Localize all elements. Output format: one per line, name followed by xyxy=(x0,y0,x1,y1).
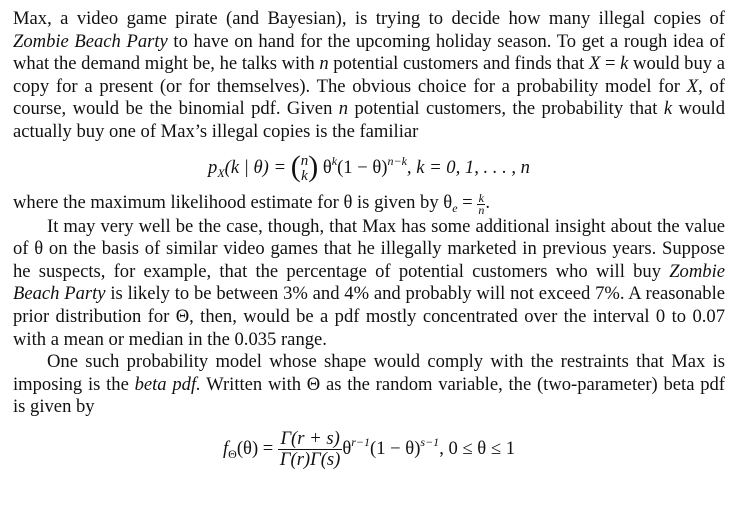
eq-lhs-args: (k | θ) = xyxy=(224,156,291,178)
variable-x: X xyxy=(588,53,601,75)
exponent-r-minus-1: r−1 xyxy=(351,434,371,449)
variable-x: X xyxy=(686,75,699,97)
paragraph-mle xyxy=(13,192,725,216)
paragraph-beta xyxy=(13,351,725,419)
game-title: Zombie Beach Party xyxy=(13,30,168,52)
one-minus-theta: (1 − θ) xyxy=(337,156,388,178)
subscript-e: e xyxy=(452,200,458,215)
binomial-coefficient: ( n k ) xyxy=(290,150,319,185)
text-segment: is likely to be between 3% and 4% and probably will not exceed 7%. A reasonable prior distribution for Θ, then, would be a pdf mostly concentrated over the interval 0 to 0.07 with a mean or median in the 0.035 range. xyxy=(13,283,725,350)
text-segment: to have on hand for the upcoming holiday season. To get a rough idea of what the demand might be, he talks with xyxy=(13,30,725,75)
text-segment: potential customers, the probability that xyxy=(348,98,664,120)
variable-n: n xyxy=(338,98,349,120)
text-segment: potential customers and finds that xyxy=(328,53,589,75)
binom-bottom: k xyxy=(301,168,308,185)
variable-n: n xyxy=(319,53,329,75)
exponent-k: k xyxy=(331,153,338,168)
text-segment: It may very well be the case, though, that Max has some additional insight about the value of θ on the basis of similar video games that he illegally marketed in previous years. Suppose he suspects, for example, that the percentage of potential customers who will buy xyxy=(13,215,725,282)
paragraph-prior xyxy=(13,216,725,352)
text-segment: . xyxy=(485,191,490,213)
text-segment: would actually buy one of Max’s illegal copies is the familiar xyxy=(13,98,725,142)
variable-k: k xyxy=(663,98,673,120)
text-segment: One such probability model whose shape would comply with the restraints that Max is imposing is the xyxy=(13,351,725,395)
exponent-n-minus-k: n−k xyxy=(387,153,407,168)
eq-range: , 0 ≤ θ ≤ 1 xyxy=(439,437,515,459)
text-segment: where the maximum likelihood estimate for θ is given by θ xyxy=(13,191,453,213)
frac-numerator: Γ(r + s) xyxy=(278,429,342,450)
equation-beta-pdf xyxy=(13,419,725,479)
equation-binomial-pdf xyxy=(13,144,725,192)
frac-denominator: n xyxy=(478,202,485,217)
text-segment: would buy a copy for a present (or for themselves). The obvious choice for a probability model for xyxy=(13,53,725,97)
eq-lhs-subscript: Θ xyxy=(228,446,237,461)
text-segment: , of course, would be the binomial pdf. Given xyxy=(13,75,725,120)
game-title: Zombie Beach Party xyxy=(13,260,725,305)
eq-lhs-subscript: X xyxy=(217,165,225,180)
text-segment: Written with Θ as the random variable, the (two-parameter) beta pdf is given by xyxy=(13,373,725,418)
text-segment: = xyxy=(457,191,478,213)
beta-pdf-term: beta pdf. xyxy=(134,373,201,395)
text-segment: = xyxy=(600,53,621,75)
gamma-fraction xyxy=(278,429,342,470)
variable-k: k xyxy=(620,53,629,75)
theta-symbol: θ xyxy=(322,156,332,178)
document-page xyxy=(13,8,725,479)
eq-range: , k = 0, 1, . . . , n xyxy=(406,156,530,178)
frac-denominator: Γ(r)Γ(s) xyxy=(279,449,341,471)
text-segment: Max, a video game pirate (and Bayesian), is trying to decide how many illegal copies of xyxy=(13,8,725,29)
eq-lhs: f xyxy=(223,437,229,459)
binom-top: n xyxy=(300,153,309,170)
theta-symbol: θ xyxy=(342,437,352,459)
frac-numerator: k xyxy=(478,190,484,205)
eq-lhs: p xyxy=(208,156,218,178)
paragraph-intro xyxy=(13,8,725,144)
eq-lhs-args: (θ) = xyxy=(236,437,278,459)
exponent-s-minus-1: s−1 xyxy=(420,434,440,449)
one-minus-theta: (1 − θ) xyxy=(370,437,421,459)
